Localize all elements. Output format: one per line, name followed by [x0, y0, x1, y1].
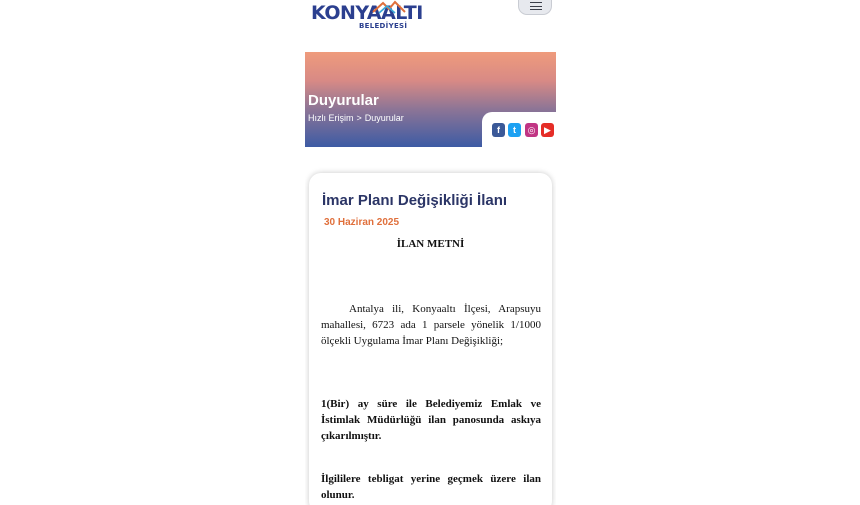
- twitter-icon[interactable]: t: [508, 123, 521, 137]
- instagram-icon[interactable]: ◎: [525, 123, 538, 137]
- logo-subtext: BELEDİYESİ: [359, 22, 408, 30]
- mobile-page: [305, 0, 556, 505]
- hamburger-menu-button[interactable]: [518, 0, 552, 15]
- document-heading: İLAN METNİ: [396, 238, 465, 250]
- breadcrumb-current: Duyurular: [364, 113, 404, 123]
- social-links: [482, 112, 556, 147]
- announcement-title: İmar Planı Değişikliği İlanı: [322, 192, 508, 209]
- logo-wordmark: KONYAALTI: [311, 2, 423, 24]
- page-title: Duyurular: [308, 92, 379, 109]
- menu-bar-icon: [530, 6, 542, 7]
- konyaalti-logo[interactable]: [311, 0, 436, 32]
- breadcrumb-separator: >: [356, 113, 362, 123]
- logo-swoosh-icon: [371, 0, 411, 14]
- breadcrumb: [308, 113, 404, 123]
- breadcrumb-link-quick-access[interactable]: Hızlı Erişim: [308, 113, 354, 123]
- document-paragraph: Antalya ili, Konyaaltı İlçesi, Arapsuyu mahallesi, 6723 ada 1 parsele yönelik 1/1000 ölçekli Uygulama İmar Planı Değişikliği;: [321, 303, 541, 347]
- document-paragraph: 1(Bir) ay süre ile Belediyemiz Emlak ve İstimlak Müdürlüğü ilan panosunda askıya çıkarılmıştır.: [321, 398, 541, 442]
- announcement-date: 30 Haziran 2025: [324, 217, 400, 228]
- facebook-icon[interactable]: f: [492, 123, 505, 137]
- menu-bar-icon: [530, 2, 542, 3]
- menu-bar-icon: [530, 9, 542, 10]
- page-banner: [305, 52, 556, 147]
- youtube-icon[interactable]: ▶: [541, 123, 554, 137]
- document-paragraph: İlgililere tebligat yerine geçmek üzere ilan olunur.: [321, 473, 541, 501]
- announcement-card: [309, 173, 552, 505]
